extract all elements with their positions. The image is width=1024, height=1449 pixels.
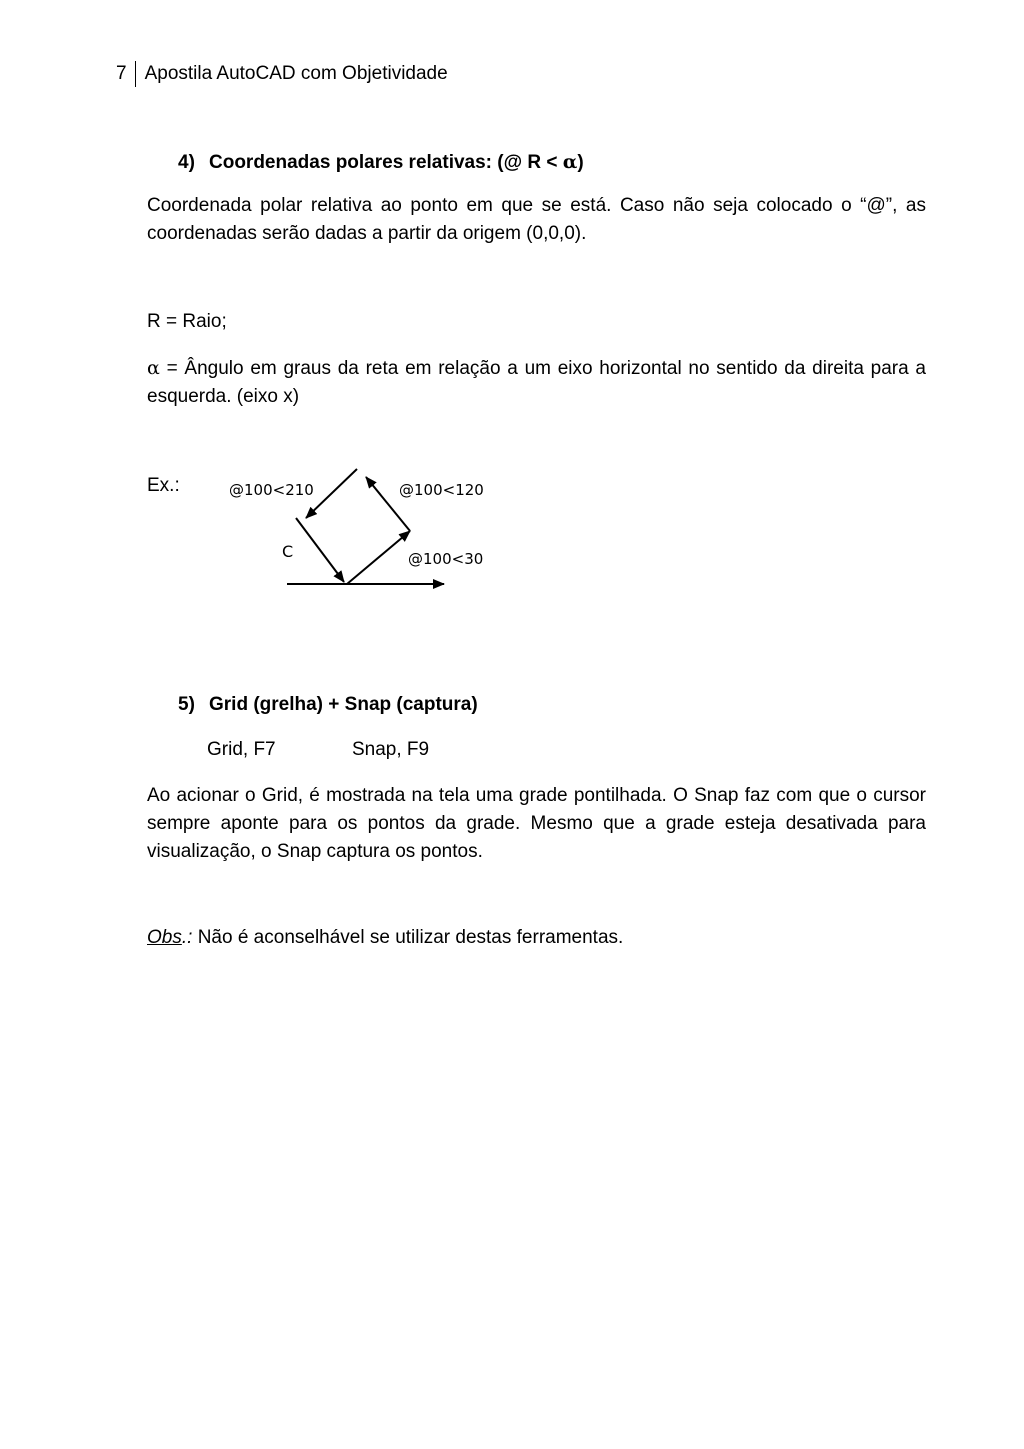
polar-coordinates-diagram [220,462,500,594]
alpha-definition [147,354,926,411]
arrow-100-30 [347,531,410,584]
snap-shortcut: Snap, F9 [352,739,430,760]
label-100-30: @100<30 [408,550,484,568]
obs-colon: .: [181,927,193,948]
arrow-closing [296,518,344,582]
alpha-symbol: α [147,357,160,379]
section-5-number: 5) [178,694,195,715]
alpha-definition-text: = Ângulo em graus da reta em relação a um eixo horizontal no sentido da direita para a esquerda. (eixo x) [147,358,926,407]
observation-note [147,927,623,949]
label-100-210: @100<210 [229,481,314,499]
section-5-paragraph: Ao acionar o Grid, é mostrada na tela uma grade pontilhada. O Snap faz com que o cursor sempre aponte para os pontos da grade. Mesmo que a grade esteja desativada para visualização, o Snap captura os pontos. [147,785,926,862]
section-4-number: 4) [178,152,195,173]
section-4-heading [178,151,584,174]
section-5-heading [178,694,478,716]
document-title: Apostila AutoCAD com Objetividade [144,63,448,84]
section-4-title-prefix: Coordenadas polares relativas: (@ R < [209,152,563,173]
page-number: 7 [116,63,127,84]
radius-definition: R = Raio; [147,311,227,332]
obs-text: Não é aconselhável se utilizar destas ferramentas. [192,927,624,948]
section-4-title-alpha: α [562,151,578,173]
header-separator [135,61,136,87]
obs-label: Obs [147,927,182,948]
section-5-title: Grid (grelha) + Snap (captura) [209,694,478,715]
section-4-title-suffix: ) [577,152,584,173]
label-c: C [282,542,294,561]
section-4-paragraph: Coordenada polar relativa ao ponto em que se está. Caso não seja colocado o “@”, as coordenadas serão dadas a partir da origem (0,0,0). [147,195,926,244]
example-label: Ex.: [147,475,180,496]
page-header [116,61,448,87]
grid-shortcut: Grid, F7 [207,739,276,760]
label-100-120: @100<120 [399,481,484,499]
